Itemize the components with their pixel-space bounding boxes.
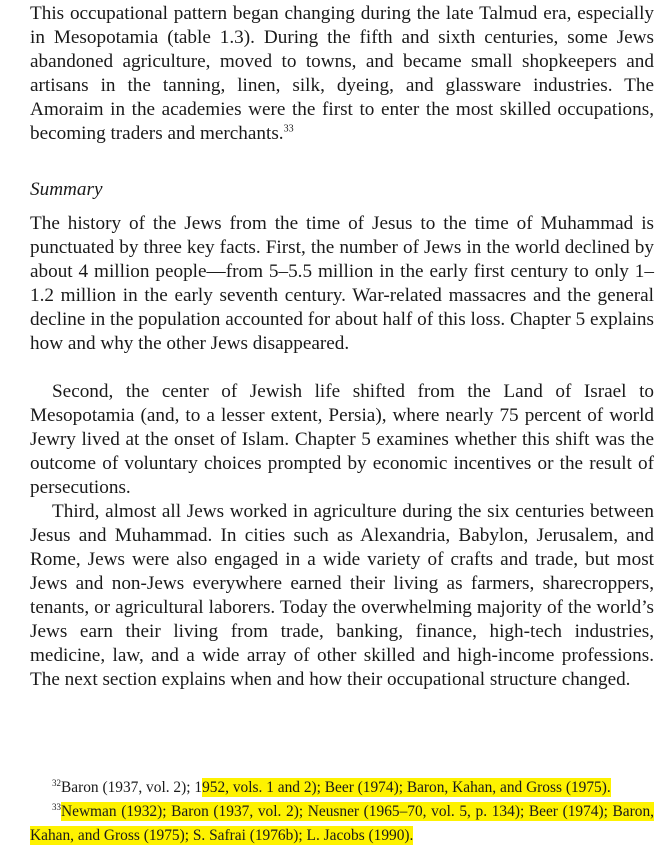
footnote-number: 32 <box>52 777 61 788</box>
footnote-number: 33 <box>52 801 61 812</box>
intro-paragraph: This occupational pattern began changing during the late Talmud era, especially in Mesopotamia (table 1.3). During the fifth and sixth centuries, some Jews abandoned agriculture, moved to towns, and became small shopkeepers and artisans in the tanning, linen, silk, dyeing, and glassware industries. The Amoraim in the academies were the first to enter the most skilled occupations, becoming traders and merchants.$^{33}$ <box>30 3 654 144</box>
footnote-ref-33[interactable]: 33 <box>283 123 294 135</box>
footnotes <box>30 776 654 848</box>
footnote-32: $^{32}$Baron (1937, vol. 2); 1952, vols. 1 and 2); Beer (1974); Baron, Kahan, and Gross (1975). <box>52 777 611 796</box>
footnote-33 <box>30 800 654 848</box>
summary-paragraph-2: Second, the center of Jewish life shifted from the Land of Israel to Mesopotamia (and, to a lesser extent, Persia), where nearly 75 percent of world Jewry lived at the onset of Islam. Chapter 5 examines whether this shift was the outcome of voluntary choices prompted by economic incentives or the result of persecutions. <box>30 381 654 498</box>
section-heading-summary: Summary <box>30 179 103 200</box>
highlighted-text: 952, vols. 1 and 2); Beer (1974); Baron, Kahan, and Gross (1975). <box>202 779 611 796</box>
summary-paragraph-3: Third, almost all Jews worked in agriculture during the six centuries between Jesus and Muhammad. In cities such as Alexandria, Babylon, Jerusalem, and Rome, Jews were also engaged in a wide variety of crafts and trade, but most Jews and non-Jews everywhere earned their living as farmers, sharecroppers, tenants, or agricultural laborers. Today the overwhelming majority of the world’s Jews earn their living from trade, banking, finance, high-tech industries, medicine, law, and a wide array of other skilled and high-income professions. The next section explains when and how their occupational structure changed. <box>30 501 654 690</box>
highlighted-text: Newman (1932); Baron (1937, vol. 2); Neusner (1965–70, vol. 5, p. 134); Beer (1974); Baron, Kahan, and Gross (1975); S. Safrai (1976b); L. Jacobs (1990). <box>30 803 654 844</box>
summary-paragraph-1: The history of the Jews from the time of Jesus to the time of Muhammad is punctuated by three key facts. First, the number of Jews in the world declined by about 4 million people—from 5–5.5 million in the early first century to only 1–1.2 million in the early seventh century. War-related massacres and the general decline in the population accounted for about half of this loss. Chapter 5 explains how and why the other Jews disappeared. <box>30 213 654 354</box>
